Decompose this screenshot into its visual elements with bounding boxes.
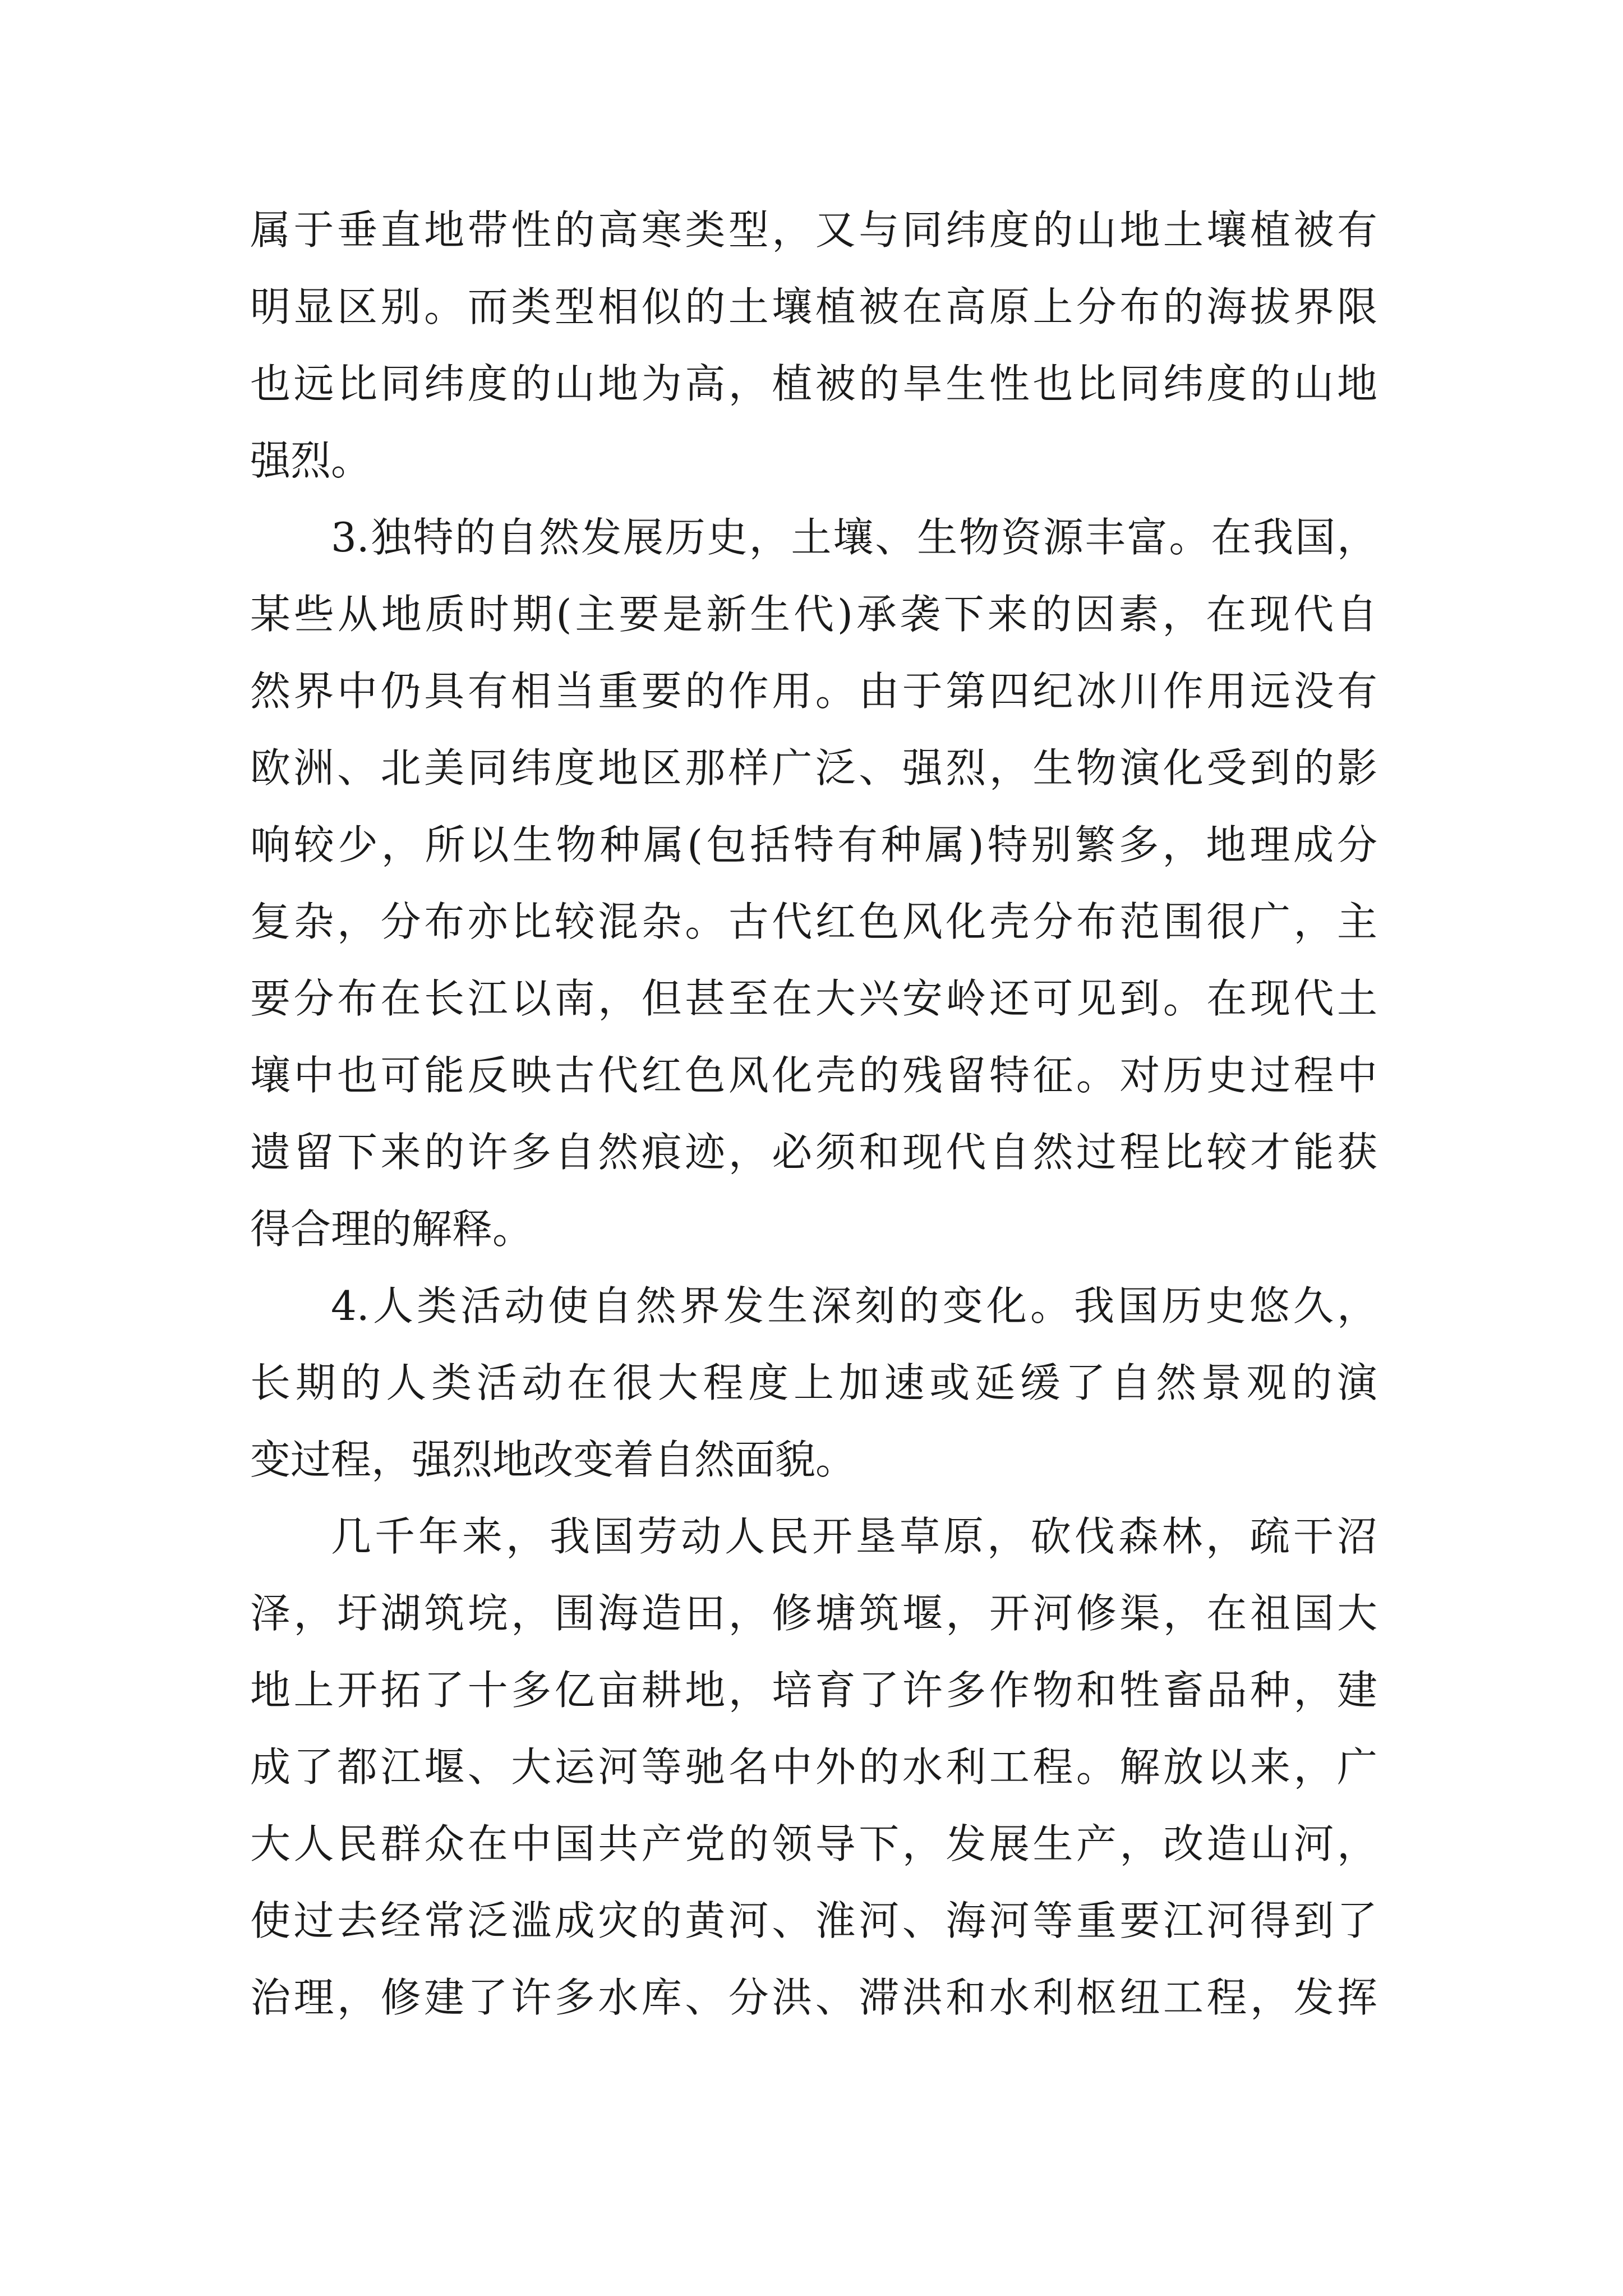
text-line: 响较少，所以生物种属(包括特有种属)特别繁多，地理成分: [250, 821, 1377, 868]
text-line: 也远比同纬度的山地为高，植被的旱生性也比同纬度的山地: [250, 360, 1377, 407]
text-line: 地上开拓了十多亿亩耕地，培育了许多作物和牲畜品种，建: [250, 1667, 1377, 1714]
text-line: 变过程，强烈地改变着自然面貌。: [250, 1436, 856, 1483]
text-line: 强烈。: [250, 437, 372, 484]
text-line: 复杂，分布亦比较混杂。古代红色风化壳分布范围很广，主: [250, 898, 1377, 945]
text-line: 明显区别。而类型相似的土壤植被在高原上分布的海拔界限: [250, 283, 1377, 330]
text-line: 大人民群众在中国共产党的领导下，发展生产，改造山河，: [250, 1820, 1377, 1867]
text-line: 壤中也可能反映古代红色风化壳的残留特征。对历史过程中: [250, 1052, 1377, 1099]
text-line: 4.人类活动使自然界发生深刻的变化。我国历史悠久，: [331, 1282, 1377, 1329]
text-line: 某些从地质时期(主要是新生代)承袭下来的因素，在现代自: [250, 591, 1377, 638]
text-line: 属于垂直地带性的高寒类型，又与同纬度的山地土壤植被有: [250, 206, 1377, 254]
text-line: 要分布在长江以南，但甚至在大兴安岭还可见到。在现代土: [250, 975, 1377, 1022]
text-line: 使过去经常泛滥成灾的黄河、淮河、海河等重要江河得到了: [250, 1897, 1377, 1944]
text-line: 泽，圩湖筑垸，围海造田，修塘筑堰，开河修渠，在祖国大: [250, 1590, 1377, 1637]
text-line: 长期的人类活动在很大程度上加速或延缓了自然景观的演: [250, 1359, 1377, 1406]
text-line: 欧洲、北美同纬度地区那样广泛、强烈，生物演化受到的影: [250, 744, 1377, 792]
text-line: 遗留下来的许多自然痕迹，必须和现代自然过程比较才能获: [250, 1129, 1377, 1176]
text-line: 然界中仍具有相当重要的作用。由于第四纪冰川作用远没有: [250, 668, 1377, 715]
text-line: 治理，修建了许多水库、分洪、滞洪和水利枢纽工程，发挥: [250, 1974, 1377, 2021]
text-line: 几千年来，我国劳动人民开垦草原，砍伐森林，疏干沼: [331, 1513, 1377, 1560]
text-line: 3.独特的自然发展历史，土壤、生物资源丰富。在我国，: [331, 514, 1377, 561]
text-line: 得合理的解释。: [250, 1205, 533, 1253]
text-line: 成了都江堰、大运河等驰名中外的水利工程。解放以来，广: [250, 1743, 1377, 1791]
